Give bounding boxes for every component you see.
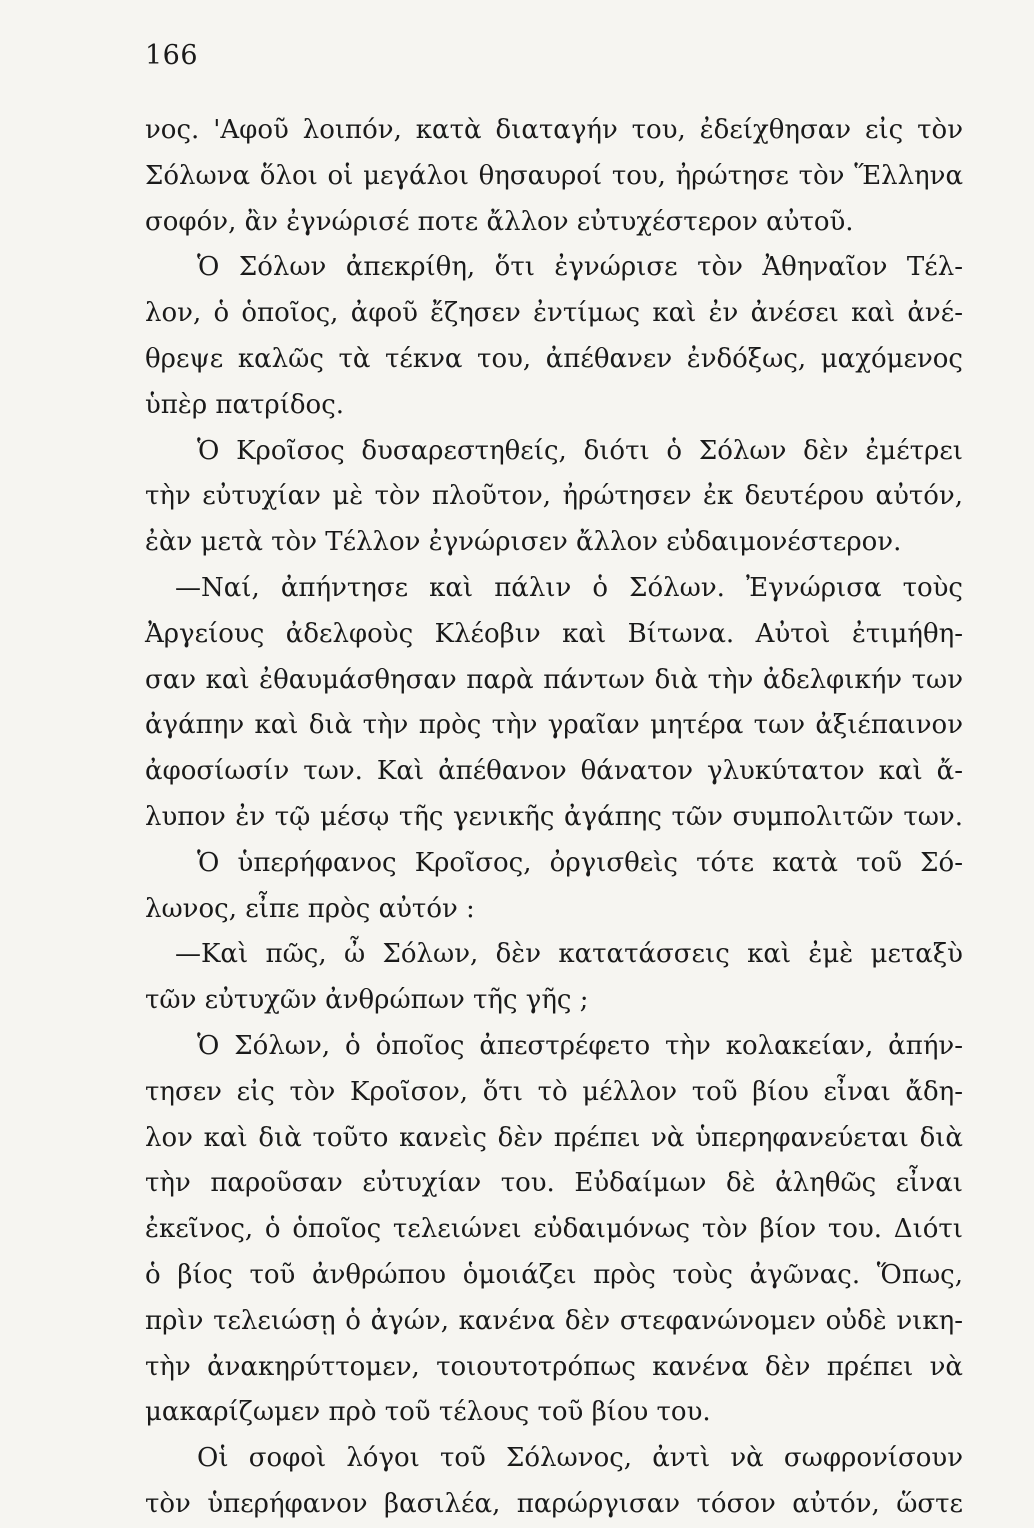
text-line: τησεν εἰς τὸν Κροῖσον, ὅτι τὸ μέλλον τοῦ βίου εἶναι ἄδη- <box>145 1076 963 1107</box>
text-line: θρεψε καλῶς τὰ τέκνα του, ἀπέθανεν ἐνδόξως, μαχόμενος <box>145 343 963 374</box>
text-line: λυπον ἐν τῷ μέσῳ τῆς γενικῆς ἀγάπης τῶν συμπολιτῶν των. <box>145 801 963 832</box>
text-line: λωνος, εἶπε πρὸς αὐτόν : <box>145 893 475 924</box>
text-line: τὴν εὐτυχίαν μὲ τὸν πλοῦτον, ἠρώτησεν ἐκ δευτέρου αὐτόν, <box>145 481 963 512</box>
text-line: Οἱ σοφοὶ λόγοι τοῦ Σόλωνος, ἀντὶ νὰ σωφρονίσουν <box>197 1443 963 1474</box>
text-line: τὸν ὑπερήφανον βασιλέα, παρώργισαν τόσον αὐτόν, ὥστε <box>145 1488 963 1519</box>
text-line: Ὁ Σόλων, ὁ ὁποῖος ἀπεστρέφετο τὴν κολακείαν, ἀπήν- <box>197 1030 963 1061</box>
text-line: Ὁ Κροῖσος δυσαρεστηθείς, διότι ὁ Σόλων δὲν ἐμέτρει <box>197 435 963 466</box>
text-line: μακαρίζωμεν πρὸ τοῦ τέλους τοῦ βίου του. <box>145 1397 711 1428</box>
text-line: πρὶν τελειώσῃ ὁ ἀγών, κανένα δὲν στεφανώνομεν οὐδὲ νικη- <box>145 1305 963 1336</box>
text-line: λον, ὁ ὁποῖος, ἀφοῦ ἔζησεν ἐντίμως καὶ ἐν ἀνέσει καὶ ἀνέ- <box>145 298 963 329</box>
text-line: Ἀργείους ἀδελφοὺς Κλέοβιν καὶ Βίτωνα. Αὐτοὶ ἐτιμήθη- <box>145 618 963 649</box>
body-text <box>145 108 963 1528</box>
text-line: ἐὰν μετὰ τὸν Τέλλον ἐγνώρισεν ἄλλον εὐδαιμονέστερον. <box>145 527 902 558</box>
text-line: τὴν ἀνακηρύττομεν, τοιουτοτρόπως κανένα δὲν πρέπει νὰ <box>145 1351 963 1382</box>
text-line: ἀφοσίωσίν των. Καὶ ἀπέθανον θάνατον γλυκύτατον καὶ ἄ- <box>145 756 963 787</box>
text-line: σοφόν, ἂν ἐγνώρισέ ποτε ἄλλον εὐτυχέστερον αὐτοῦ. <box>145 206 854 237</box>
text-line: Ὁ Σόλων ἀπεκρίθη, ὅτι ἐγνώρισε τὸν Ἀθηναῖον Τέλ- <box>197 252 963 283</box>
text-line: τὴν παροῦσαν εὐτυχίαν του. Εὐδαίμων δὲ ἀληθῶς εἶναι <box>145 1168 963 1199</box>
text-line: Σόλωνα ὅλοι οἱ μεγάλοι θησαυροί του, ἠρώτησε τὸν Ἕλληνα <box>145 160 963 191</box>
text-line: τῶν εὐτυχῶν ἀνθρώπων τῆς γῆς ; <box>145 985 589 1016</box>
text-line: —Καὶ πῶς, ὦ Σόλων, δὲν κατατάσσεις καὶ ἐμὲ μεταξὺ <box>175 939 963 970</box>
text-line: ὑπὲρ πατρίδος. <box>145 389 345 420</box>
text-line: ἐκεῖνος, ὁ ὁποῖος τελειώνει εὐδαιμόνως τὸν βίον του. Διότι <box>145 1214 963 1245</box>
text-line: λον καὶ διὰ τοῦτο κανεὶς δὲν πρέπει νὰ ὑπερηφανεύεται διὰ <box>145 1122 963 1153</box>
text-line: ἀγάπην καὶ διὰ τὴν πρὸς τὴν γραῖαν μητέρα των ἀξιέπαινον <box>145 710 963 741</box>
page-number: 166 <box>145 40 199 71</box>
text-line: Ὁ ὑπερήφανος Κροῖσος, ὀργισθεὶς τότε κατὰ τοῦ Σό- <box>197 847 963 878</box>
text-line: νος. 'Αφοῦ λοιπόν, κατὰ διαταγήν του, ἐδείχθησαν εἰς τὸν <box>145 115 963 145</box>
text-line: —Ναί, ἀπήντησε καὶ πάλιν ὁ Σόλων. Ἐγνώρισα τοὺς <box>175 572 963 603</box>
text-line: σαν καὶ ἐθαυμάσθησαν παρὰ πάντων διὰ τὴν ἀδελφικήν των <box>145 664 963 695</box>
text-line: ὁ βίος τοῦ ἀνθρώπου ὁμοιάζει πρὸς τοὺς ἀγῶνας. Ὅπως, <box>145 1259 963 1290</box>
